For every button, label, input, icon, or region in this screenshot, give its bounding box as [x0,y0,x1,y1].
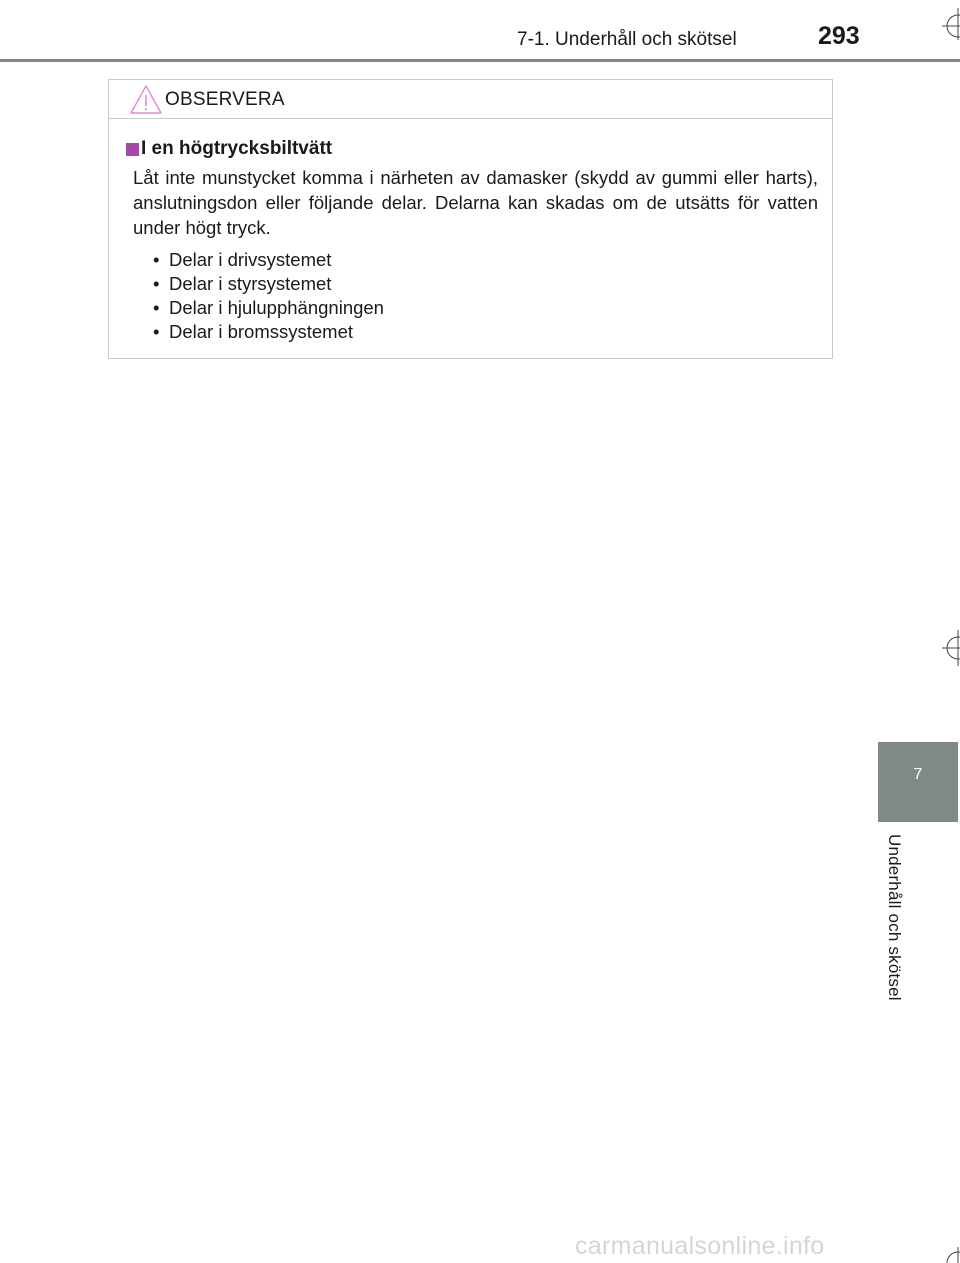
parts-list [133,248,818,344]
list-item: • Delar i bromssystemet [153,321,354,342]
notice-subheading-text: I en högtrycksbiltvätt [141,138,333,159]
chapter-tab [878,742,958,822]
bullet-icon: • [153,273,160,294]
list-item: • Delar i hjulupphängningen [153,297,384,318]
notice-header [109,80,832,119]
list-item: • Delar i drivsystemet [153,249,332,270]
notice-title: OBSERVERA [165,89,285,110]
section-title: 7-1. Underhåll och skötsel [517,29,737,50]
registration-mark-icon [938,1243,960,1263]
bullet-icon: • [153,321,160,342]
notice-box [108,79,833,359]
bullet-icon: • [153,249,160,270]
chapter-label: Underhåll och skötsel [885,834,904,1001]
square-bullet-icon [126,143,139,156]
header-rule [0,59,960,62]
bullet-icon: • [153,297,160,318]
notice-subheading [133,137,818,161]
registration-mark-icon [938,6,960,40]
notice-paragraph: Låt inte munstycket komma i närheten av damasker (skydd av gummi eller harts), anslutningsdon eller följande delar. Delarna kan skadas om de utsätts för vatten under högt tryck. [133,167,818,238]
registration-mark-icon [938,628,960,668]
list-item: • Delar i styrsystemet [153,273,332,294]
notice-body [109,119,832,344]
watermark: carmanualsonline.info [575,1232,825,1260]
chapter-number: 7 [913,766,923,783]
page-number: 293 [818,22,860,50]
warning-triangle-icon [129,84,163,115]
